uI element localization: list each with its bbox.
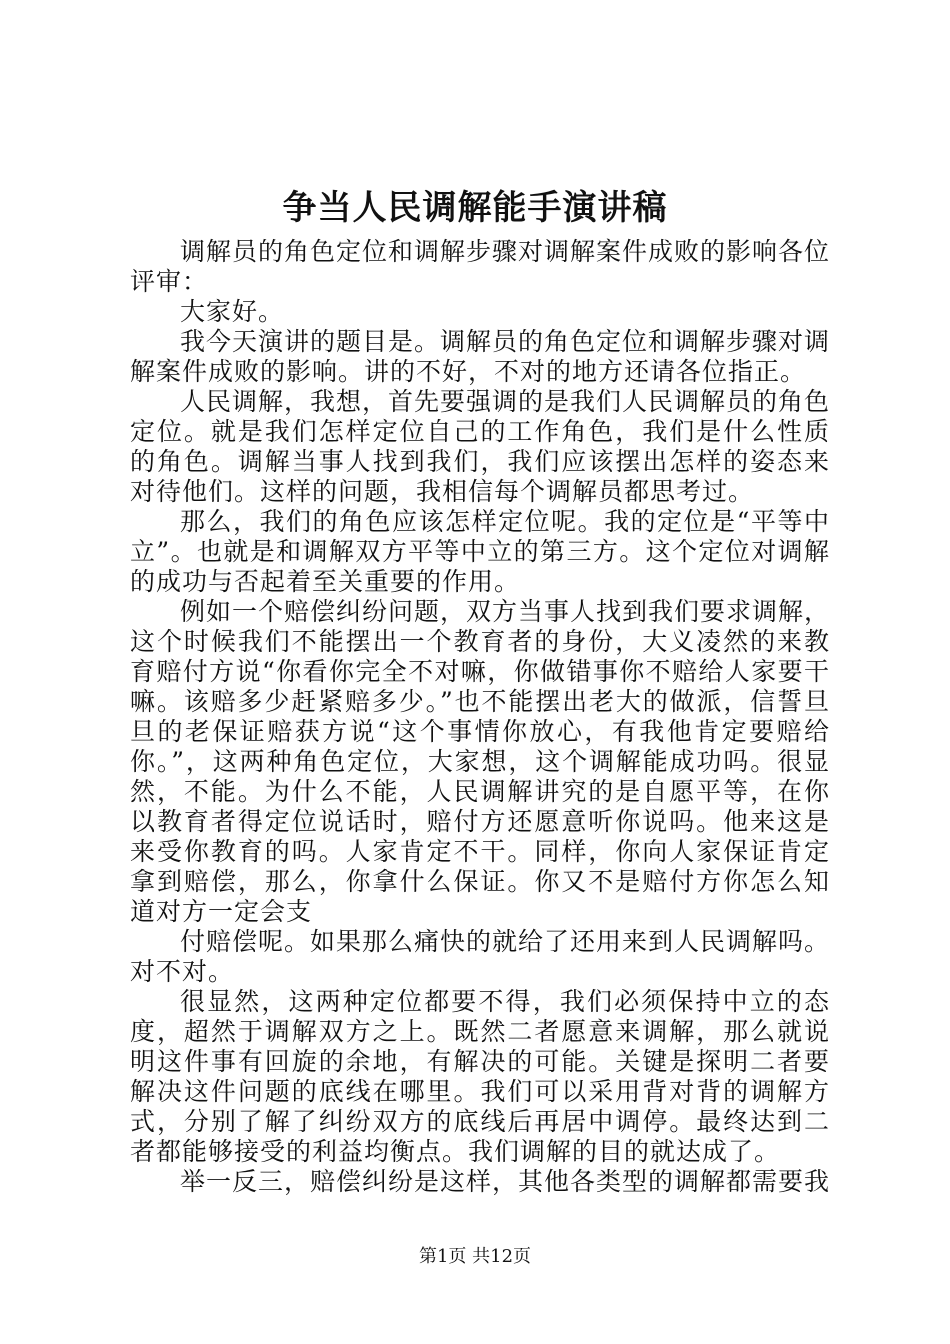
document-title: 争当人民调解能手演讲稿 (282, 188, 668, 228)
paragraph: 举一反三，赔偿纠纷是这样，其他各类型的调解都需要我 (180, 1167, 831, 1196)
page-footer: 第1页 共12页 (418, 1246, 532, 1267)
paragraph: 很显然，这两种定位都要不得，我们必须保持中立的态度，超然于调解双方之上。既然二者愿意来调解，那么就说明这件事有回旋的余地，有解决的可能。关键是探明二者要解决这件问题的底线在哪里。我们可以采用背对背的调解方式，分别了解了纠纷双方的底线后再居中调停。最终达到二者都能够接受的利益均衡点。我们调解的目的就达成了。 (130, 987, 830, 1166)
paragraph: 大家好。 (180, 297, 285, 326)
paragraph: 例如一个赔偿纠纷问题，双方当事人找到我们要求调解，这个时候我们不能摆出一个教育者的身份，大义凌然的来教育赔付方说“你看你完全不对嘛，你做错事你不赔给人家要干嘛。该赔多少赶紧赔多少。”也不能摆出老大的做派，信誓旦旦的老保证赔获方说“这个事情你放心，有我他肯定要赔给你。”，这两种角色定位，大家想，这个调解能成功吗。很显然，不能。为什么不能，人民调解讲究的是自愿平等，在你以教育者得定位说话时，赔付方还愿意听你说吗。他来这是来受你教育的吗。人家肯定不干。同样，你向人家保证肯定拿到赔偿，那么，你拿什么保证。你又不是赔付方你怎么知道对方一定会支 (130, 597, 831, 926)
paragraph: 我今天演讲的题目是。调解员的角色定位和调解步骤对调解案件成败的影响。讲的不好，不对的地方还请各位指正。 (130, 327, 831, 386)
document-body (130, 237, 830, 1197)
paragraph: 那么，我们的角色应该怎样定位呢。我的定位是“平等中立”。也就是和调解双方平等中立的第三方。这个定位对调解的成功与否起着至关重要的作用。 (130, 507, 830, 596)
paragraph: 调解员的角色定位和调解步骤对调解案件成败的影响各位评审： (130, 237, 831, 296)
paragraph: 付赔偿呢。如果那么痛快的就给了还用来到人民调解吗。对不对。 (130, 927, 831, 986)
paragraph: 人民调解，我想，首先要强调的是我们人民调解员的角色定位。就是我们怎样定位自己的工作角色，我们是什么性质的角色。调解当事人找到我们，我们应该摆出怎样的姿态来对待他们。这样的问题，我相信每个调解员都思考过。 (130, 387, 831, 506)
